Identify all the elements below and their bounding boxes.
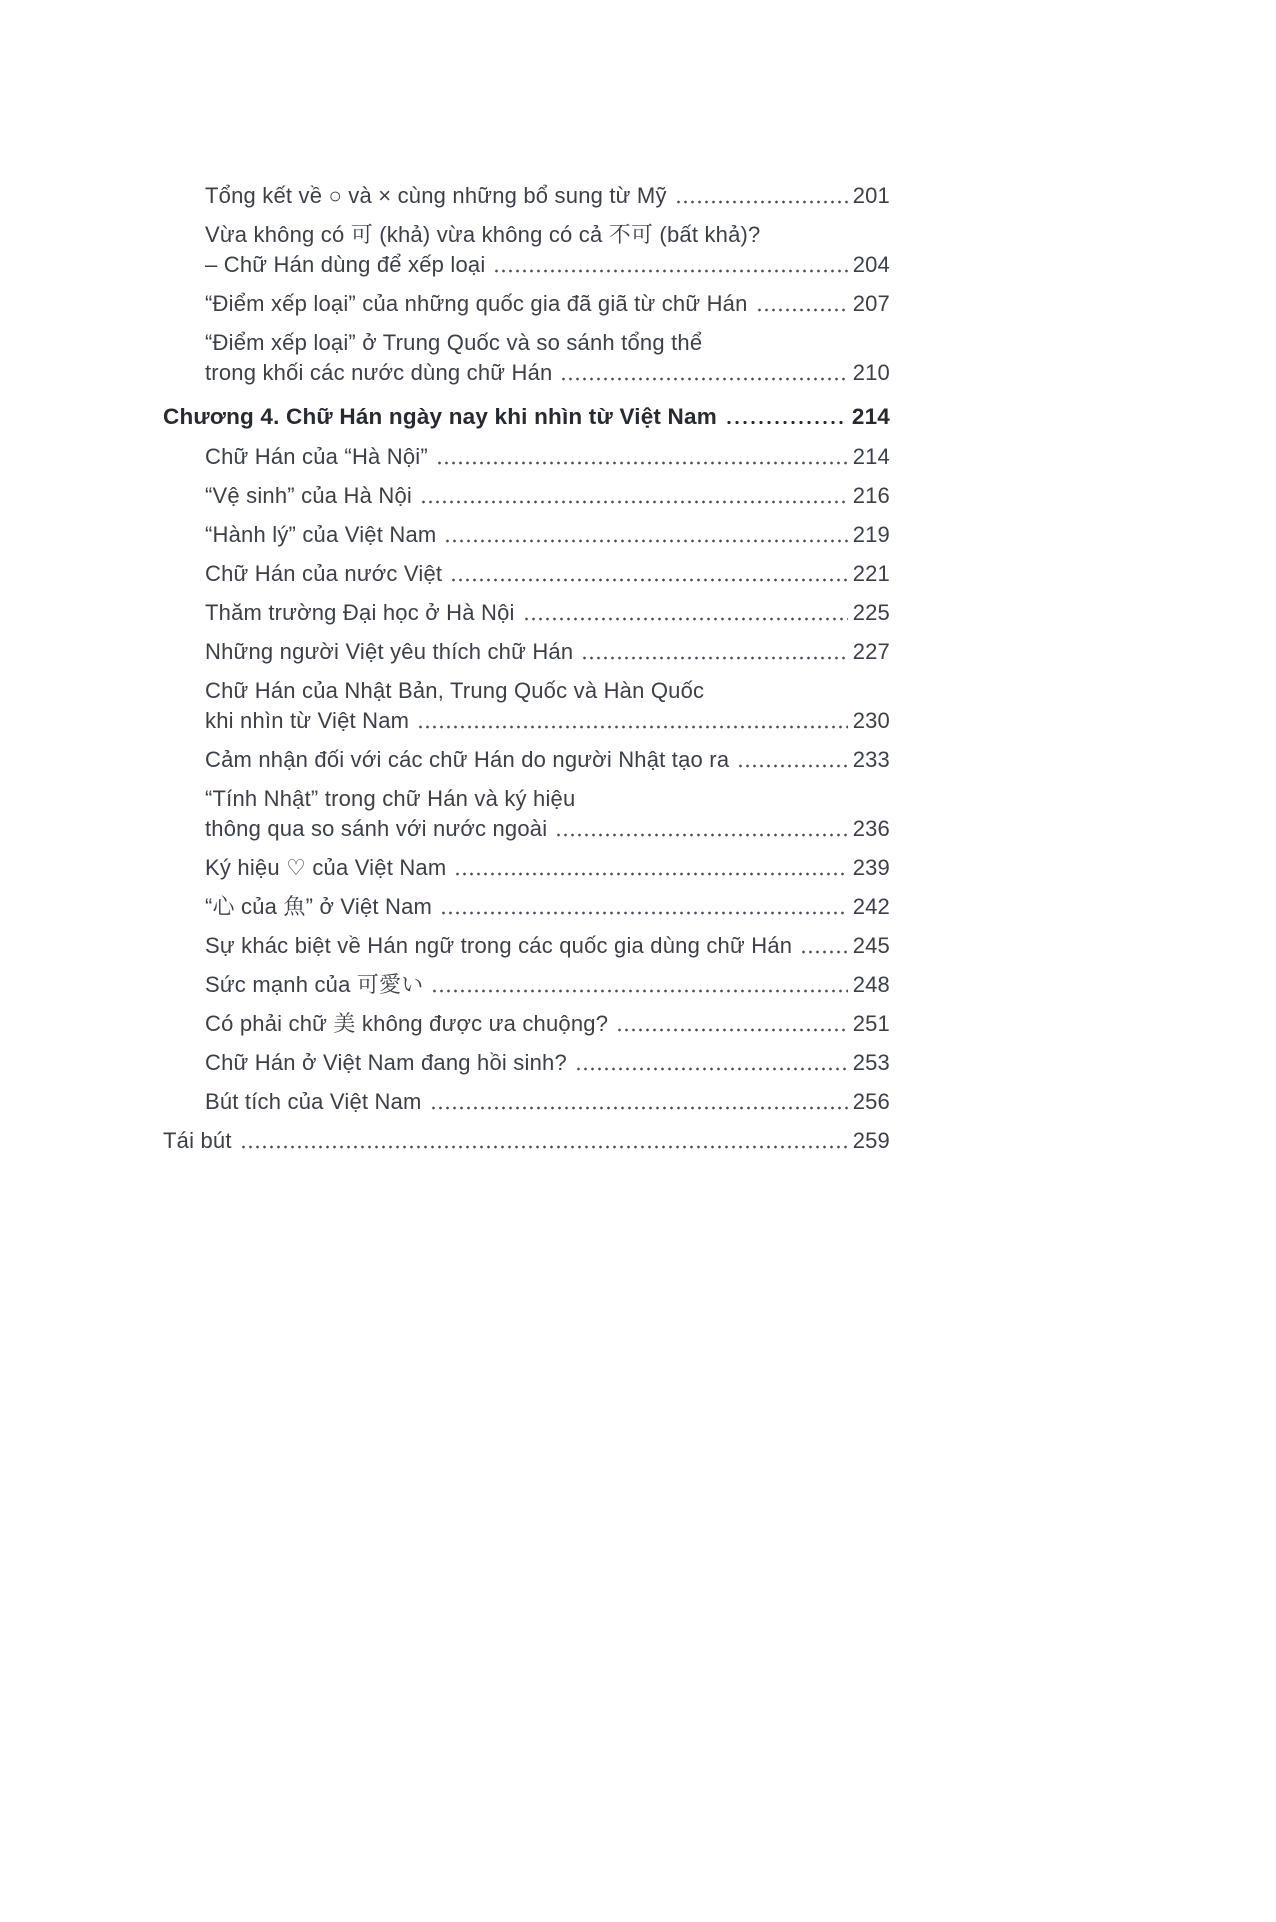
toc-entry-text: Những người Việt yêu thích chữ Hán [205,639,574,664]
toc-entry [163,637,890,667]
toc-entry-row [205,970,890,1000]
toc-entry-row [205,745,890,775]
toc-page-number: 214 [852,444,890,469]
toc-entry-text: Tổng kết về ○ và × cùng những bổ sung từ Mỹ [205,183,667,208]
toc-entry-row [205,853,890,883]
toc-page-number: 204 [852,252,890,277]
dot-leader [454,853,847,883]
toc-entry-lines [205,598,890,628]
toc-page-number: 239 [852,855,890,880]
toc-page-number: 227 [852,639,890,664]
dot-leader [725,402,847,432]
toc-page-number: 233 [852,747,890,772]
toc-page-number: 248 [852,972,890,997]
toc-entry [163,676,890,736]
toc-entry-lines [205,1009,890,1039]
toc-entry-row [205,1048,890,1078]
dot-leader [444,520,847,550]
dot-leader [575,1048,848,1078]
toc-page-number: 216 [852,483,890,508]
toc-entry [163,1048,890,1078]
toc-entry-lines [205,676,890,736]
toc-entry-text: Thăm trường Đại học ở Hà Nội [205,600,515,625]
toc-entry-lines [205,220,890,280]
toc-page-number: 219 [852,522,890,547]
toc-entry [163,931,890,961]
toc-entry-text: “Vệ sinh” của Hà Nội [205,483,412,508]
dot-leader [675,181,848,211]
toc-entry-lines [205,931,890,961]
dot-leader [555,814,847,844]
toc-entry-lines [205,328,890,388]
toc-entry-text: Chữ Hán của Nhật Bản, Trung Quốc và Hàn Quốc [205,678,705,703]
toc-entry-text: Ký hiệu ♡ của Việt Nam [205,855,447,880]
dot-leader [737,745,847,775]
toc-entry-text: Cảm nhận đối với các chữ Hán do người Nhật tạo ra [205,747,730,772]
toc-entry-row [205,598,890,628]
toc-entry [163,220,890,280]
toc-page-number: 210 [852,360,890,385]
toc-entry-lines [205,520,890,550]
toc-page-number: 242 [852,894,890,919]
toc-entry [163,442,890,472]
dot-leader [420,481,848,511]
toc-entry [163,520,890,550]
toc-entry-lines [205,970,890,1000]
toc-entry-text: Chương 4. Chữ Hán ngày nay khi nhìn từ Việt Nam [163,404,717,429]
toc-entry-text: Có phải chữ 美 không được ưa chuộng? [205,1011,609,1036]
toc-entry [163,181,890,211]
toc-entry-text: “心 của 魚” ở Việt Nam [205,894,433,919]
dot-leader [493,250,847,280]
dot-leader [417,706,847,736]
toc-entry-text: Sự khác biệt về Hán ngữ trong các quốc gia dùng chữ Hán [205,933,793,958]
toc-entry [163,1087,890,1117]
toc-entry-lines [205,745,890,775]
dot-leader [523,598,848,628]
dot-leader [430,1087,848,1117]
toc-entry-text: Chữ Hán ở Việt Nam đang hồi sinh? [205,1050,567,1075]
toc-entry [163,402,890,432]
dot-leader [450,559,847,589]
toc-entry-lines [205,481,890,511]
toc-entry-lines [163,402,890,432]
toc-entry [163,1126,890,1156]
toc-entry-lines [163,1126,890,1156]
toc-entry [163,481,890,511]
toc-page-number: 225 [852,600,890,625]
toc-entry [163,784,890,844]
toc-entry-text: Bút tích của Việt Nam [205,1089,422,1114]
toc-entry [163,289,890,319]
toc-entry-row [205,358,890,388]
toc-entry-row [205,814,890,844]
toc-entry-text: – Chữ Hán dùng để xếp loại [205,252,486,277]
toc-entry-row [163,402,890,432]
toc-page-number: 221 [852,561,890,586]
toc-page-number: 236 [852,816,890,841]
toc-list [163,181,890,1156]
toc-page-number: 214 [851,404,890,429]
toc-entry [163,1009,890,1039]
toc-entry-row [163,1126,890,1156]
dot-leader [431,970,847,1000]
toc-entry-text: “Điểm xếp loại” của những quốc gia đã giã từ chữ Hán [205,291,748,316]
toc-entry-row [205,481,890,511]
toc-entry-text: “Điểm xếp loại” ở Trung Quốc và so sánh tổng thể [205,330,703,355]
toc-entry-lines [205,1087,890,1117]
dot-leader [616,1009,848,1039]
toc-entry-row [205,520,890,550]
toc-entry [163,745,890,775]
toc-entry-text: Tái bút [163,1128,232,1153]
toc-entry [163,853,890,883]
toc-entry-row [205,1087,890,1117]
toc-entry-text: “Hành lý” của Việt Nam [205,522,437,547]
toc-entry-lines [205,181,890,211]
toc-entry-text: Chữ Hán của “Hà Nội” [205,444,428,469]
toc-page-number: 251 [852,1011,890,1036]
toc-entry-lines [205,853,890,883]
dot-leader [436,442,848,472]
toc-page-number: 259 [852,1128,890,1153]
toc-entry [163,892,890,922]
toc-entry-lines [205,892,890,922]
toc-entry-lines [205,289,890,319]
toc-page-number: 256 [852,1089,890,1114]
dot-leader [581,637,847,667]
toc-entry-lines [205,784,890,844]
toc-entry [163,559,890,589]
toc-entry-row [205,931,890,961]
toc-page-number: 201 [852,183,890,208]
toc-entry-text: “Tính Nhật” trong chữ Hán và ký hiệu [205,786,576,811]
toc-entry-row [205,181,890,211]
dot-leader [756,289,848,319]
toc-entry [163,970,890,1000]
dot-leader [800,931,847,961]
toc-entry-row [205,442,890,472]
toc-entry-row [205,250,890,280]
dot-leader [440,892,848,922]
toc-entry [163,328,890,388]
toc-page-number: 245 [852,933,890,958]
toc-entry-lines [205,442,890,472]
toc-entry-row [205,706,890,736]
toc-page-number: 253 [852,1050,890,1075]
toc-page-number: 207 [852,291,890,316]
toc-entry-lines [205,559,890,589]
toc-entry-text: Chữ Hán của nước Việt [205,561,443,586]
toc-entry-row [205,559,890,589]
toc-entry-row [205,637,890,667]
toc-entry-lines [205,1048,890,1078]
toc-entry-row [205,892,890,922]
toc-entry-text: Sức mạnh của 可愛い [205,972,424,997]
dot-leader [240,1126,848,1156]
toc-page-number: 230 [852,708,890,733]
toc-entry-text: Vừa không có 可 (khả) vừa không có cả 不可 (bất khả)? [205,222,761,247]
toc-entry [163,598,890,628]
toc-entry-row [205,1009,890,1039]
dot-leader [560,358,847,388]
toc-entry-text: khi nhìn từ Việt Nam [205,708,410,733]
toc-entry-row [205,289,890,319]
toc-entry-text: thông qua so sánh với nước ngoài [205,816,548,841]
toc-entry-text: trong khối các nước dùng chữ Hán [205,360,553,385]
toc-entry-lines [205,637,890,667]
